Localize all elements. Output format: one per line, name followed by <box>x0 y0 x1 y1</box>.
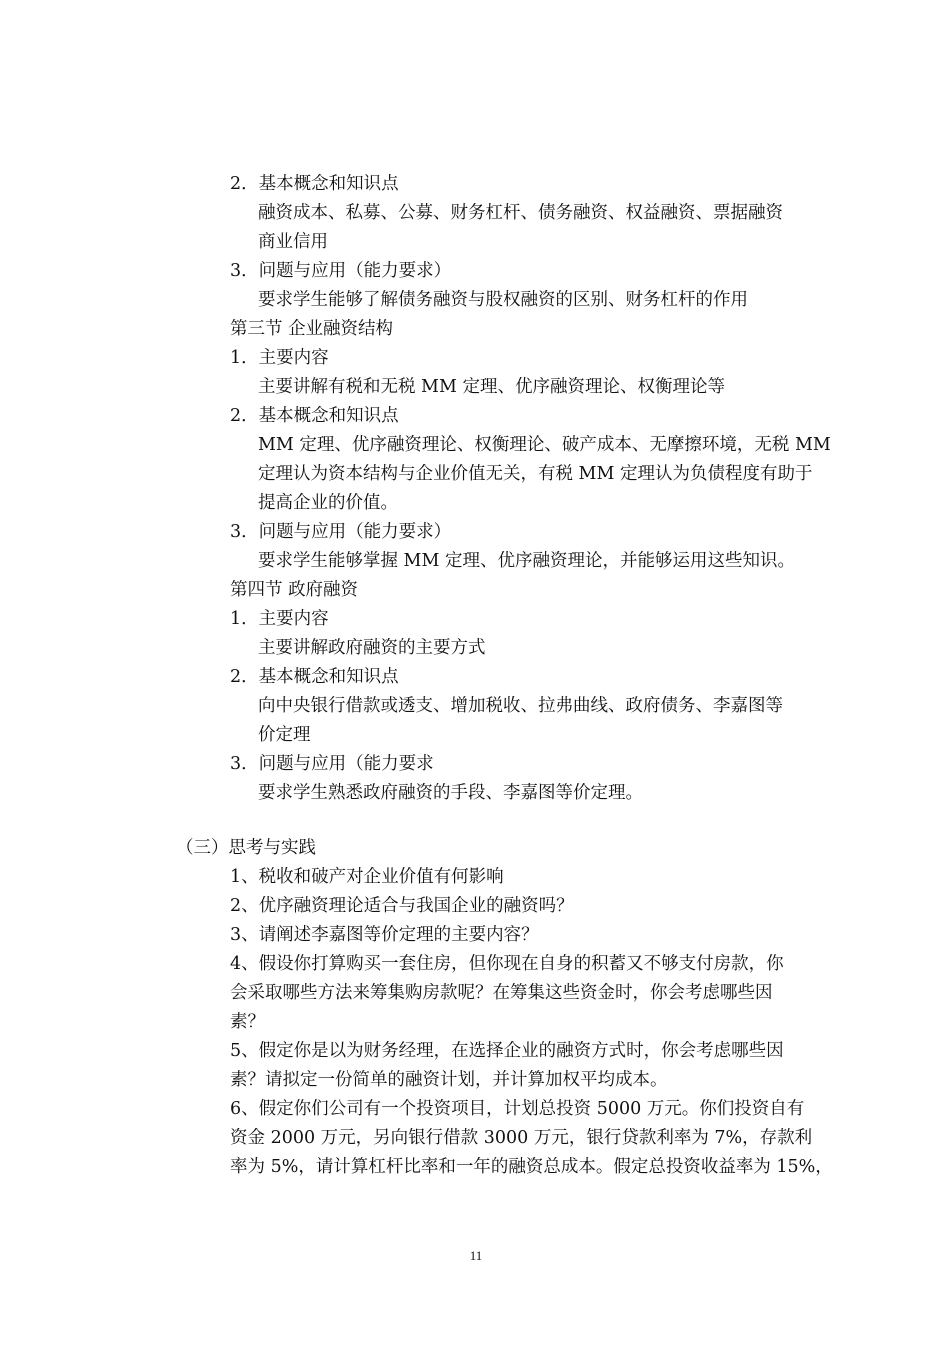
section2-item2-body-cont: 商业信用 <box>258 232 328 252</box>
section4-item1-title: 1．主要内容 <box>230 609 329 629</box>
section4-item1-body: 主要讲解政府融资的主要方式 <box>258 638 486 658</box>
question-6-line1: 6、假定你们公司有一个投资项目，计划总投资 5000 万元。你们投资自有 <box>230 1099 805 1119</box>
question-4-line3: 素？ <box>230 1012 265 1032</box>
section3-item2-body-line1: MM 定理、优序融资理论、权衡理论、破产成本、无摩擦环境，无税 MM <box>258 435 831 455</box>
section2-item3-body: 要求学生能够了解债务融资与股权融资的区别、财务杠杆的作用 <box>258 290 748 310</box>
section3-item2-body-line2: 定理认为资本结构与企业价值无关，有税 MM 定理认为负债程度有助于 <box>258 464 813 484</box>
section4-item2-body-line2: 价定理 <box>258 725 311 745</box>
question-4-line1: 4、假设你打算购买一套住房，但你现在自身的积蓄又不够支付房款，你 <box>230 954 784 974</box>
question-4-line2: 会采取哪些方法来筹集购房款呢？在筹集这些资金时，你会考虑哪些因 <box>230 983 773 1003</box>
section3-item2-title: 2．基本概念和知识点 <box>230 406 399 426</box>
question-3: 3、请阐述李嘉图等价定理的主要内容？ <box>230 925 539 945</box>
section3-item1-title: 1．主要内容 <box>230 348 329 368</box>
section3-item2-body-line3: 提高企业的价值。 <box>258 493 398 513</box>
question-2: 2、优序融资理论适合与我国企业的融资吗？ <box>230 896 574 916</box>
section3-item1-body: 主要讲解有税和无税 MM 定理、优序融资理论、权衡理论等 <box>258 377 725 397</box>
question-6-line2: 资金 2000 万元，另向银行借款 3000 万元，银行贷款利率为 7%，存款利 <box>230 1128 813 1148</box>
section2-item2-title: 2．基本概念和知识点 <box>230 174 399 194</box>
part3-heading: （三）思考与实践 <box>176 838 316 858</box>
question-5-line1: 5、假定你是以为财务经理，在选择企业的融资方式时，你会考虑哪些因 <box>230 1041 784 1061</box>
section4-item3-body: 要求学生熟悉政府融资的手段、李嘉图等价定理。 <box>258 783 643 803</box>
section3-title: 第三节 企业融资结构 <box>230 319 394 339</box>
question-5-line2: 素？请拟定一份简单的融资计划，并计算加权平均成本。 <box>230 1070 668 1090</box>
section2-item2-body: 融资成本、私募、公募、财务杠杆、债务融资、权益融资、票据融资 <box>258 203 783 223</box>
section4-title: 第四节 政府融资 <box>230 580 359 600</box>
page-number: 11 <box>469 1248 483 1263</box>
section4-item3-title: 3．问题与应用（能力要求 <box>230 754 434 774</box>
question-1: 1、税收和破产对企业价值有何影响 <box>230 867 504 887</box>
section4-item2-title: 2．基本概念和知识点 <box>230 667 399 687</box>
section2-item3-title: 3．问题与应用（能力要求） <box>230 261 452 281</box>
section3-item3-body: 要求学生能够掌握 MM 定理、优序融资理论，并能够运用这些知识。 <box>258 551 795 571</box>
section4-item2-body-line1: 向中央银行借款或透支、增加税收、拉弗曲线、政府债务、李嘉图等 <box>258 696 783 716</box>
section3-item3-title: 3．问题与应用（能力要求） <box>230 522 452 542</box>
question-6-line3: 率为 5%，请计算杠杆比率和一年的融资总成本。假定总投资收益率为 15%， <box>230 1157 833 1177</box>
